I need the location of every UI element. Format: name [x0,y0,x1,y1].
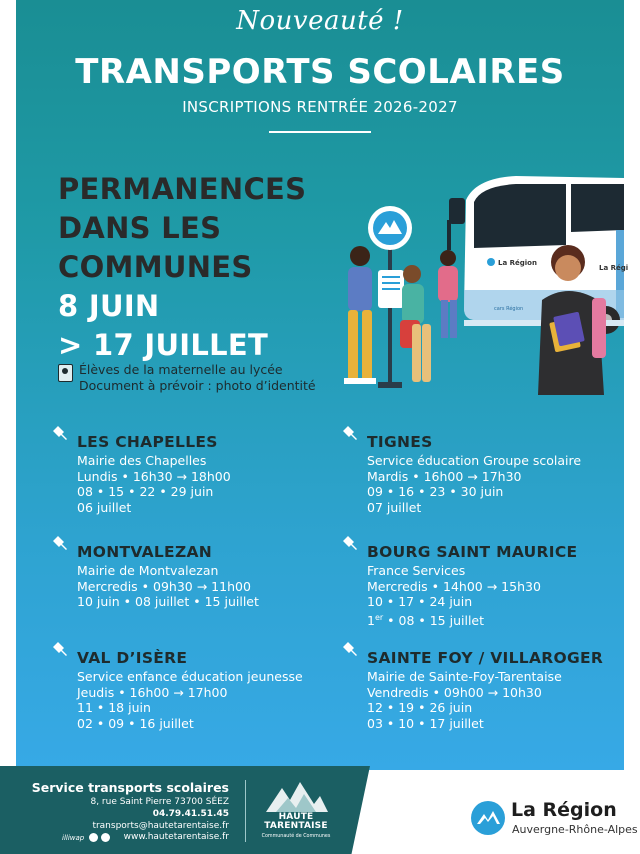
id-photo-icon [58,364,73,382]
location-name: LES CHAPELLES [77,433,218,451]
pushpin-icon [52,424,72,444]
poster-background [16,0,629,770]
bus-brand-text: La Région [498,259,537,267]
audience-text: Élèves de la maternelle au lycée [79,362,283,377]
student-left-icon [344,246,376,384]
location-name: MONTVALEZAN [77,543,213,561]
pushpin-icon [52,640,72,660]
pushpin-icon [342,534,362,554]
location-sainte-foy-villaroger [350,648,630,731]
la-region-subtitle: Auvergne-Rhône-Alpes [512,823,638,836]
pushpin-icon [342,640,362,660]
location-dates-extra: 03 • 10 • 17 juillet [367,715,484,731]
location-name: SAINTE FOY / VILLAROGER [367,649,604,667]
haute-tarentaise-name [258,813,334,831]
location-montvalezan [60,542,340,610]
location-place: Mairie de Sainte-Foy-Tarentaise [367,669,562,684]
location-place: Mairie de Montvalezan [77,563,219,578]
service-title: Service transports scolaires [31,780,229,795]
location-dates: 08 • 15 • 22 • 29 juin [77,484,214,499]
dates-ordinal: er [374,612,384,622]
location-schedule: Vendredis • 09h00 → 10h30 [367,684,542,700]
document-text: Document à prévoir : photo d’identité [79,378,316,393]
audience-note [58,362,358,394]
permanences-line-1: PERMANENCES [58,172,307,206]
location-dates-extra [350,610,630,629]
kicker-nouveaute: Nouveauté ! [236,6,404,36]
location-name: BOURG SAINT MAURICE [367,543,578,561]
location-val-disere [60,648,340,731]
service-website-link[interactable]: www.hautetarentaise.fr [123,832,229,842]
location-tignes [350,432,630,515]
location-dates-extra: 02 • 09 • 16 juillet [77,715,194,731]
dates-day: 1 [367,612,375,628]
location-place: Service enfance éducation jeunesse [77,669,303,684]
location-place: Mairie des Chapelles [77,453,207,468]
la-region-logo-icon [470,800,506,836]
illiwap-icon[interactable]: illiwap [62,833,85,842]
location-les-chapelles [60,432,340,515]
student-back-icon [438,250,458,338]
location-dates: 10 • 17 • 24 juin [367,594,473,609]
dates-rest: • 08 • 15 juillet [383,612,485,628]
ht-name-line-2: TARENTAISE [264,821,328,831]
bus-side-text: La Régi [599,264,629,272]
location-schedule: Lundis • 16h30 → 18h00 [77,468,231,484]
social-links [62,833,110,842]
location-place: Service éducation Groupe scolaire [367,453,582,468]
location-dates: 10 juin • 08 juillet • 15 juillet [77,594,259,609]
location-dates: 12 • 19 • 26 juin [367,700,473,715]
linkedin-icon[interactable] [101,833,110,842]
title-divider [269,131,371,133]
date-end: > 17 JUILLET [58,328,269,362]
page-subtitle: INSCRIPTIONS RENTRÉE 2026-2027 [182,98,458,116]
location-dates-extra: 06 juillet [77,499,132,515]
footer-divider [245,780,246,842]
ht-name-line-1: HAUTE [278,812,314,822]
pushpin-icon [342,424,362,444]
location-dates: 11 • 18 juin [77,700,151,715]
page-title: TRANSPORTS SCOLAIRES [75,52,565,92]
location-place: France Services [367,563,466,578]
haute-tarentaise-subtitle: Communauté de Communes [261,834,331,839]
bus-brand-small-text: cars Région [494,306,524,312]
location-schedule: Jeudis • 16h00 → 17h00 [77,684,228,700]
permanences-heading [58,170,358,365]
date-start: 8 JUIN [58,289,160,323]
location-schedule: Mercredis • 09h30 → 11h00 [77,578,251,594]
students-bus-illustration [316,170,629,395]
location-name: VAL D’ISÈRE [77,649,188,667]
student-middle-icon [400,265,431,382]
location-bourg-saint-maurice [350,542,630,628]
location-name: TIGNES [367,433,433,451]
permanences-line-3: COMMUNES [58,250,253,284]
service-address: 8, rue Saint Pierre 73700 SÉEZ [90,797,229,807]
service-email-link[interactable]: transports@hautetarentaise.fr [92,821,229,831]
service-phone[interactable]: 04.79.41.51.45 [152,809,229,819]
pushpin-icon [52,534,72,554]
location-schedule: Mercredis • 14h00 → 15h30 [367,578,541,594]
location-dates: 09 • 16 • 23 • 30 juin [367,484,504,499]
permanences-line-2: DANS LES [58,211,222,245]
location-dates-extra: 07 juillet [367,499,422,515]
location-schedule: Mardis • 16h00 → 17h30 [367,468,522,484]
facebook-icon[interactable] [89,833,98,842]
la-region-name: La Région [511,799,617,821]
